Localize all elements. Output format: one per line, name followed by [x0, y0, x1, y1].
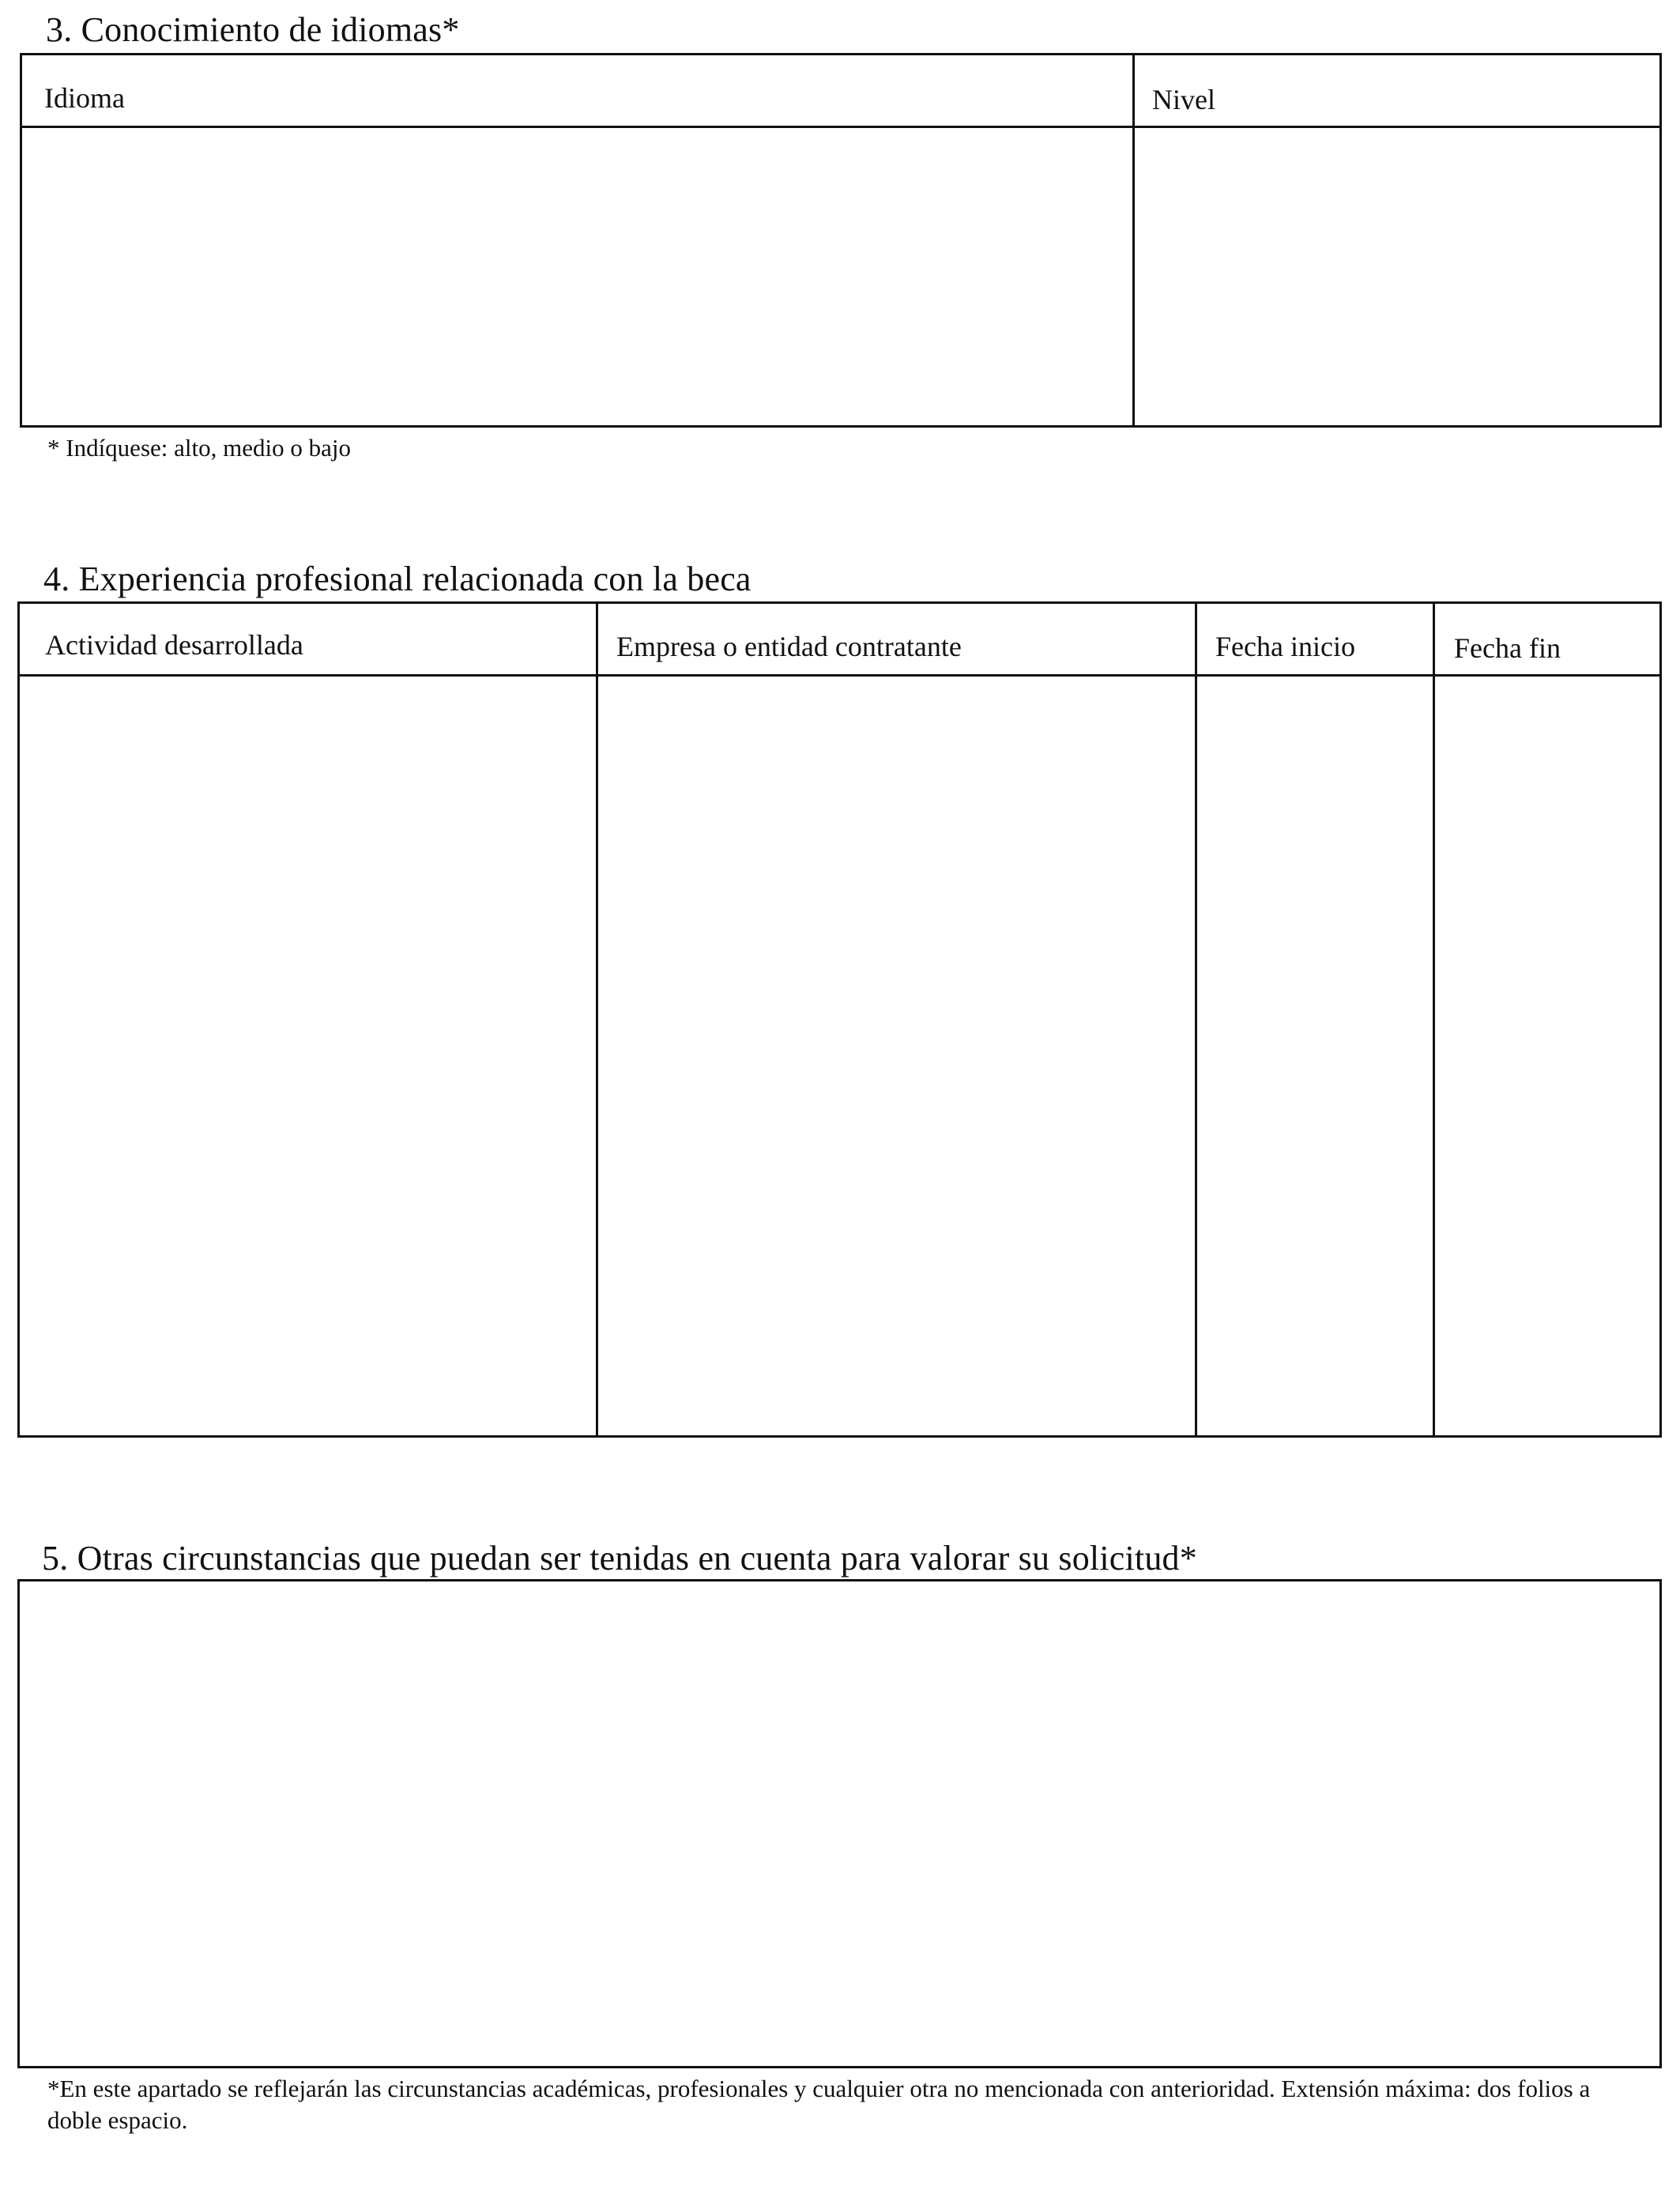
other-circumstances-footnote: *En este apartado se reflejarán las circunstancias académicas, profesionales y cualquier otra no mencionada con anterioridad. Extensión máxima: dos folios a doble espacio.: [47, 2075, 1591, 2135]
section-4-title: 4. Experiencia profesional relacionada con la beca: [43, 560, 751, 598]
languages-footnote: * Indíquese: alto, medio o bajo: [47, 434, 351, 462]
actividad-entry-cell[interactable]: [20, 677, 596, 1435]
experience-table: [17, 601, 1662, 1438]
column-header-idioma: Idioma: [44, 82, 125, 114]
other-circumstances-entry-area[interactable]: [20, 1581, 1659, 2066]
fecha-fin-entry-cell[interactable]: [1435, 677, 1659, 1435]
column-header-fecha-fin: Fecha fin: [1454, 632, 1561, 664]
fecha-inicio-entry-cell[interactable]: [1197, 677, 1433, 1435]
nivel-entry-cell[interactable]: [1135, 128, 1659, 425]
column-header-empresa: Empresa o entidad contratante: [616, 631, 962, 662]
idioma-entry-cell[interactable]: [22, 128, 1132, 425]
column-header-nivel: Nivel: [1152, 84, 1215, 115]
languages-table: [20, 53, 1662, 428]
empresa-entry-cell[interactable]: [598, 677, 1195, 1435]
column-header-fecha-inicio: Fecha inicio: [1215, 631, 1355, 662]
section-5-title: 5. Otras circunstancias que puedan ser tenidas en cuenta para valorar su solicitud*: [42, 1539, 1197, 1578]
other-circumstances-box[interactable]: [17, 1579, 1662, 2068]
column-header-actividad: Actividad desarrollada: [45, 629, 303, 661]
section-3-title: 3. Conocimiento de idiomas*: [46, 10, 460, 49]
languages-table-header: [22, 55, 1659, 128]
